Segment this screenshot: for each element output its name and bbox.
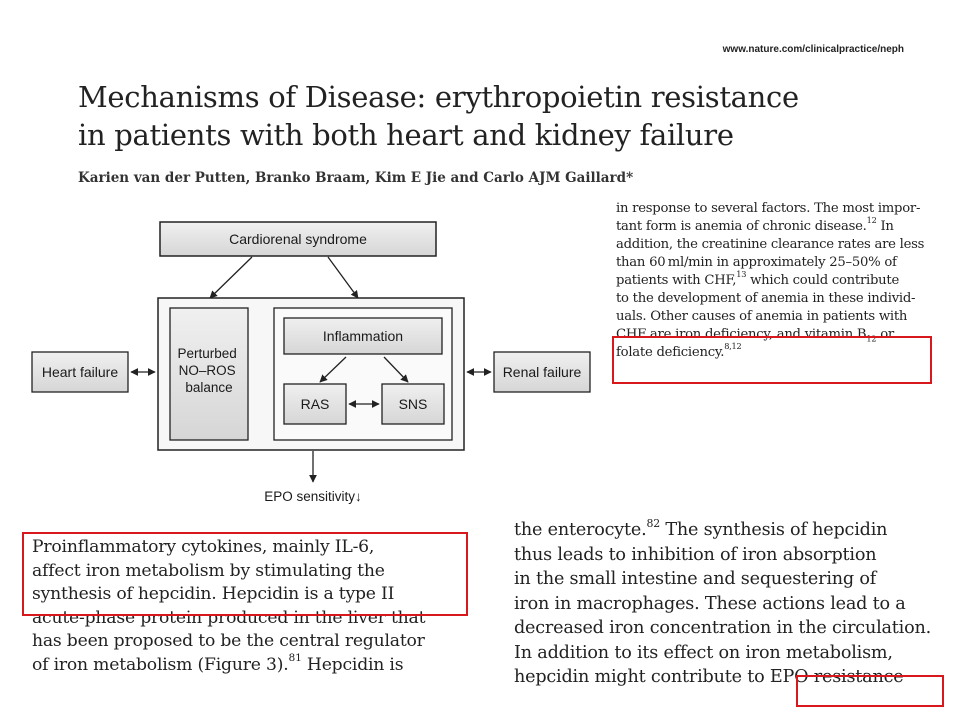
text-line: in response to several factors. The most impor- — [616, 201, 921, 216]
text-line — [616, 215, 924, 236]
citation: 12 — [866, 215, 877, 226]
heart-failure-label: Heart failure — [41, 364, 119, 380]
perturbed-line: balance — [185, 380, 233, 395]
perturbed-line: Perturbed — [177, 346, 237, 361]
epo-sensitivity-label: EPO sensitivity↓ — [264, 489, 362, 504]
article-title — [78, 78, 799, 154]
text-fragment: the enterocyte. — [514, 520, 647, 540]
text-line: Proinflammatory cytokines, mainly IL-6, — [32, 537, 375, 557]
renal-failure-label: Renal failure — [502, 364, 582, 380]
citation: 82 — [646, 516, 660, 530]
text-fragment: or — [876, 327, 894, 342]
text-line — [32, 651, 425, 678]
cardiorenal-diagram — [28, 214, 598, 514]
citation: 81 — [288, 651, 302, 665]
perturbed-label — [177, 346, 240, 395]
title-line: in patients with both heart and kidney failure — [78, 118, 734, 152]
arrow-cardiorenal-to-inflammation — [328, 257, 358, 298]
perturbed-line: NO–ROS — [178, 363, 236, 378]
text-fragment: of iron metabolism (Figure 3). — [32, 654, 289, 675]
text-fragment: folate deficiency. — [616, 345, 725, 360]
text-line: uals. Other causes of anemia in patients with — [616, 309, 908, 324]
text-line: thus leads to inhibition of iron absorption — [514, 544, 877, 565]
text-fragment: The synthesis of hepcidin — [660, 520, 888, 540]
sns-label: SNS — [398, 396, 428, 412]
text-line — [616, 269, 924, 290]
text-line: affect iron metabolism by stimulating the — [32, 560, 385, 581]
text-line: In addition to its effect on iron metabolism, — [514, 642, 893, 663]
text-fragment: hepcidin might contribute to — [514, 667, 770, 687]
text-line: in the small intestine and sequestering of — [514, 569, 877, 589]
citation: 8,12 — [724, 341, 742, 352]
text-line — [514, 518, 931, 543]
epo-resistance-phrase: EPO resistance — [769, 667, 904, 687]
text-line: has been proposed to be the central regulator — [32, 631, 425, 651]
text-line: addition, the creatinine clearance rates are less — [616, 237, 925, 252]
text-fragment: patients with CHF, — [616, 273, 737, 288]
text-line: to the development of anemia in these individ- — [616, 291, 916, 306]
journal-url: www.nature.com/clinicalpractice/neph — [722, 44, 904, 55]
inflammation-label: Inflammation — [322, 328, 404, 344]
article-authors: Karien van der Putten, Branko Braam, Kim E Jie and Carlo AJM Gaillard* — [78, 170, 634, 186]
text-fragment: which could contribute — [746, 273, 900, 288]
subscript: 12 — [866, 333, 877, 344]
cardiorenal-label: Cardiorenal syndrome — [229, 231, 367, 247]
text-fragment: CHF are iron deficiency, and vitamin B — [616, 327, 867, 342]
highlight-box-epo-resistance — [796, 675, 944, 707]
text-line: decreased iron concentration in the circulation. — [514, 618, 932, 638]
text-line: than 60 ml/min in approximately 25–50% of — [616, 255, 897, 270]
body-text-bottom-right — [514, 518, 931, 690]
title-line: Mechanisms of Disease: erythropoietin resistance — [78, 80, 799, 114]
text-line: synthesis of hepcidin. Hepcidin is a type II — [32, 584, 395, 604]
text-fragment: tant form is anemia of chronic disease. — [616, 219, 867, 234]
ras-label: RAS — [300, 396, 330, 412]
text-line: iron in macrophages. These actions lead to a — [514, 593, 906, 614]
citation: 13 — [736, 269, 747, 280]
arrow-cardiorenal-to-perturbed — [210, 257, 252, 298]
text-fragment: In — [876, 219, 894, 234]
text-line: acute-phase protein produced in the liver that — [32, 607, 426, 628]
highlight-box-left — [22, 532, 468, 616]
text-fragment: Hepcidin is — [301, 654, 404, 675]
